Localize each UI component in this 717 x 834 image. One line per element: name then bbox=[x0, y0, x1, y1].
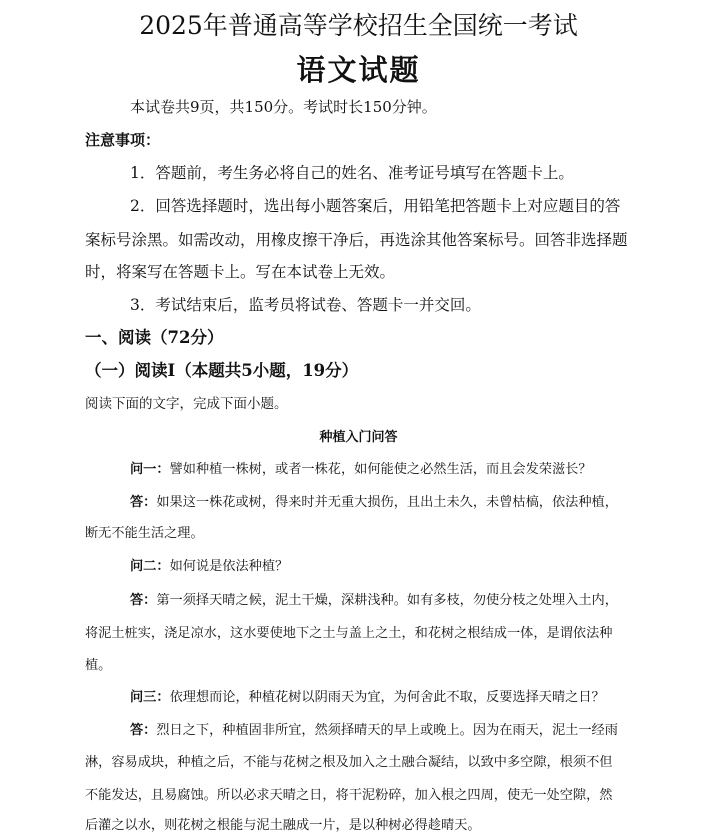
exam-intro: 本试卷共9页，共150分。考试时长150分钟。 bbox=[130, 98, 437, 116]
reading-instruction: 阅读下面的文字，完成下面小题。 bbox=[85, 396, 288, 412]
notice-heading: 注意事项： bbox=[85, 131, 161, 149]
article-text: 譬如种植一株树，或者一株花，如何能使之必然生活，而且会发荣滋长？ bbox=[169, 462, 592, 477]
section-subheading: （一）阅读I（本题共5小题，19分） bbox=[85, 361, 359, 380]
exam-title: 2025年普通高等学校招生全国统一考试 bbox=[139, 11, 578, 40]
article-line bbox=[85, 814, 667, 833]
article-line bbox=[85, 622, 667, 641]
article-line bbox=[85, 719, 667, 738]
article-text: 不能发达，且易腐蚀。所以必求天晴之日，将干泥粉碎，加入根之四周，使无一处空隙，然 bbox=[85, 788, 613, 803]
article-text: 将泥土桩实，浇足凉水，这水要使地下之土与盖上之土，和花树之根结成一体，是谓依法种 bbox=[85, 626, 613, 641]
question-label: 问三： bbox=[130, 690, 170, 705]
article-text: 断无不能生活之理。 bbox=[85, 526, 204, 541]
notice-item-1: 1．答题前，考生务必将自己的姓名、准考证号填写在答题卡上。 bbox=[130, 164, 574, 182]
article-title: 种植入门问答 bbox=[319, 430, 398, 445]
article-text: 烈日之下，种植固非所宜，然须择晴天的早上或晚上。因为在雨天，泥土一经雨 bbox=[156, 723, 618, 738]
article-text: 如果这一株花或树，得来时并无重大损伤，且出土未久，未曾枯槁，依法种植， bbox=[156, 495, 618, 510]
notice-item-2-cont: 案标号涂黑。如需改动，用橡皮擦干净后，再选涂其他答案标号。回答非选择题 bbox=[85, 231, 628, 249]
answer-label: 答： bbox=[130, 495, 157, 510]
answer-label: 答： bbox=[130, 723, 157, 738]
answer-label: 答： bbox=[130, 593, 157, 608]
article-text: 依理想而论，种植花树以阴雨天为宜，为何舍此不取，反要选择天晴之日？ bbox=[169, 690, 605, 705]
article-text: 第一须择天晴之候，泥土干燥，深耕浅种。如有多枝，勿使分枝之处埋入土内， bbox=[156, 593, 618, 608]
notice-item-2: 2．回答选择题时，选出每小题答案后，用铅笔把答题卡上对应题目的答 bbox=[130, 197, 621, 215]
article-line bbox=[85, 589, 667, 608]
article-text: 淋，容易成块，种植之后，不能与花树之根及加入之土融合凝结，以致中多空隙，根须不但 bbox=[85, 755, 613, 770]
article-line bbox=[85, 522, 667, 541]
article-text: 如何说是依法种植？ bbox=[169, 559, 289, 574]
article-line bbox=[85, 458, 667, 477]
article-line bbox=[85, 751, 667, 770]
article-line bbox=[85, 654, 667, 673]
article-line bbox=[85, 784, 667, 803]
question-label: 问一： bbox=[130, 462, 170, 477]
article-line bbox=[85, 686, 667, 705]
article-line bbox=[85, 555, 667, 574]
article-text: 后灌之以水，则花树之根能与泥土融成一片，是以种树必得趁晴天。 bbox=[85, 818, 481, 833]
article-text: 植。 bbox=[85, 658, 112, 673]
article-line bbox=[85, 491, 667, 510]
subject-title: 语文试题 bbox=[296, 53, 421, 87]
section-heading: 一、阅读（72分） bbox=[85, 328, 224, 347]
question-label: 问二： bbox=[130, 559, 170, 574]
notice-item-2-cont: 时，将案写在答题卡上。写在本试卷上无效。 bbox=[85, 263, 396, 281]
notice-item-3: 3．考试结束后，监考员将试卷、答题卡一并交回。 bbox=[130, 296, 481, 314]
